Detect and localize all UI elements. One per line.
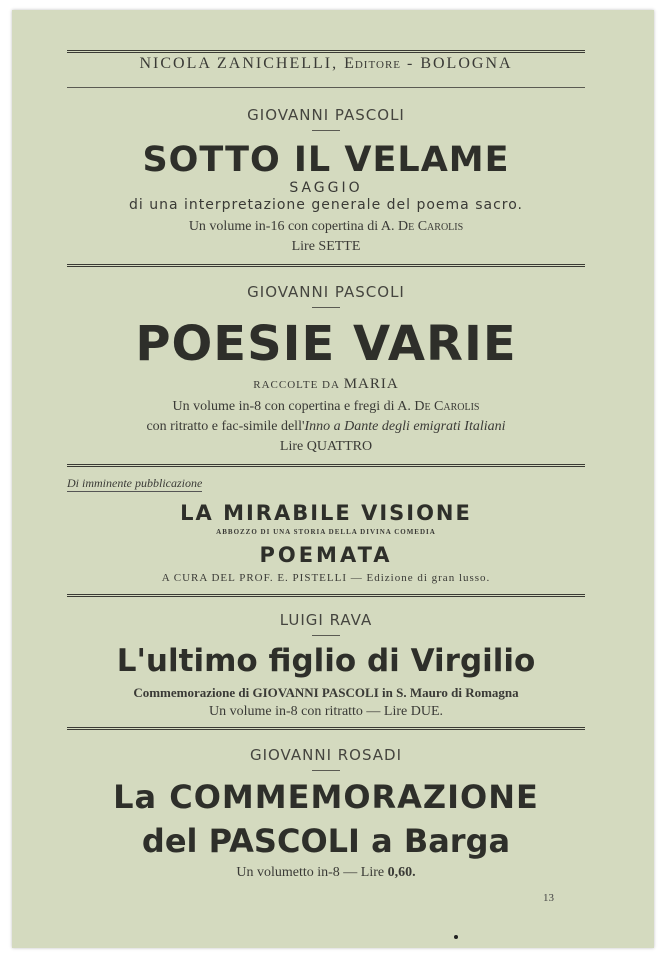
author-name: GIOVANNI PASCOLI: [247, 283, 405, 301]
page-number: 13: [543, 892, 554, 904]
edition-line: Un volume in-8 con ritratto — Lire DUE.: [208, 704, 444, 719]
book-description: di una interpretazione generale del poema sacro.: [128, 197, 523, 213]
portrait-line: [67, 419, 585, 435]
author-name: LUIGI RAVA: [279, 611, 373, 629]
collected-label: RACCOLTE DA: [253, 379, 340, 391]
book-title: POEMATA: [259, 543, 393, 567]
price-line: Lire QUATTRO: [279, 439, 373, 454]
price-line: Lire SETTE: [291, 239, 361, 254]
section-divider: [67, 464, 585, 467]
publisher-role: Editore: [344, 55, 401, 72]
book-title-line1: La COMMEMORAZIONE: [113, 778, 539, 816]
author-name: GIOVANNI PASCOLI: [247, 106, 405, 124]
publisher-line: [67, 55, 585, 73]
edition-text: Un volume in-16 con copertina di A.: [188, 219, 395, 234]
ink-dot: [454, 935, 458, 939]
edition-text: Un volumetto in-8 — Lire: [236, 865, 385, 880]
book-title: L'ultimo figlio di Virgilio: [116, 643, 536, 679]
publisher-name: NICOLA ZANICHELLI,: [139, 55, 339, 72]
edition-line: [67, 219, 585, 235]
edition-line: [67, 865, 585, 881]
portrait-italic-title: Inno a Dante degli emigrati Italiani: [304, 419, 506, 434]
edition-artist: De Carolis: [414, 399, 480, 414]
author-underline: [67, 632, 585, 636]
price-value: 0,60.: [387, 865, 416, 880]
book-subtitle: Commemorazione di GIOVANNI PASCOLI in S. Mauro di Romagna: [133, 685, 519, 700]
author-underline: [67, 767, 585, 771]
header-bottom-rule: [67, 87, 585, 88]
publisher-city: - BOLOGNA: [407, 55, 513, 72]
edition-artist: De Carolis: [398, 219, 464, 234]
edition-line: [67, 399, 585, 415]
book-title: POESIE VARIE: [135, 316, 517, 372]
book-subtitle: ABBOZZO DI UNA STORIA DELLA DIVINA COMEDIA: [216, 528, 436, 536]
edition-text: Un volume in-8 con copertina e fregi di A.: [172, 399, 411, 414]
section-divider: [67, 727, 585, 730]
editor-line: A CURA DEL PROF. E. PISTELLI — Edizione di gran lusso.: [161, 572, 491, 584]
imminent-label: [67, 476, 585, 491]
author-name: GIOVANNI ROSADI: [249, 746, 403, 764]
collected-by: [67, 376, 585, 393]
author-underline: [67, 304, 585, 308]
section-divider: [67, 264, 585, 267]
book-subtitle: SAGGIO: [289, 180, 363, 196]
book-title: LA MIRABILE VISIONE: [180, 501, 472, 525]
portrait-text: con ritratto e fac-simile dell': [146, 419, 305, 434]
header-top-rule: [67, 50, 585, 53]
collected-name: MARIA: [343, 376, 399, 392]
catalog-page: [12, 10, 654, 948]
author-underline: [67, 127, 585, 131]
book-title: SOTTO IL VELAME: [142, 140, 510, 180]
section-divider: [67, 594, 585, 597]
book-title-line2: del PASCOLI a Barga: [141, 822, 511, 860]
imminent-label-text: Di imminente pubblicazione: [67, 476, 203, 490]
